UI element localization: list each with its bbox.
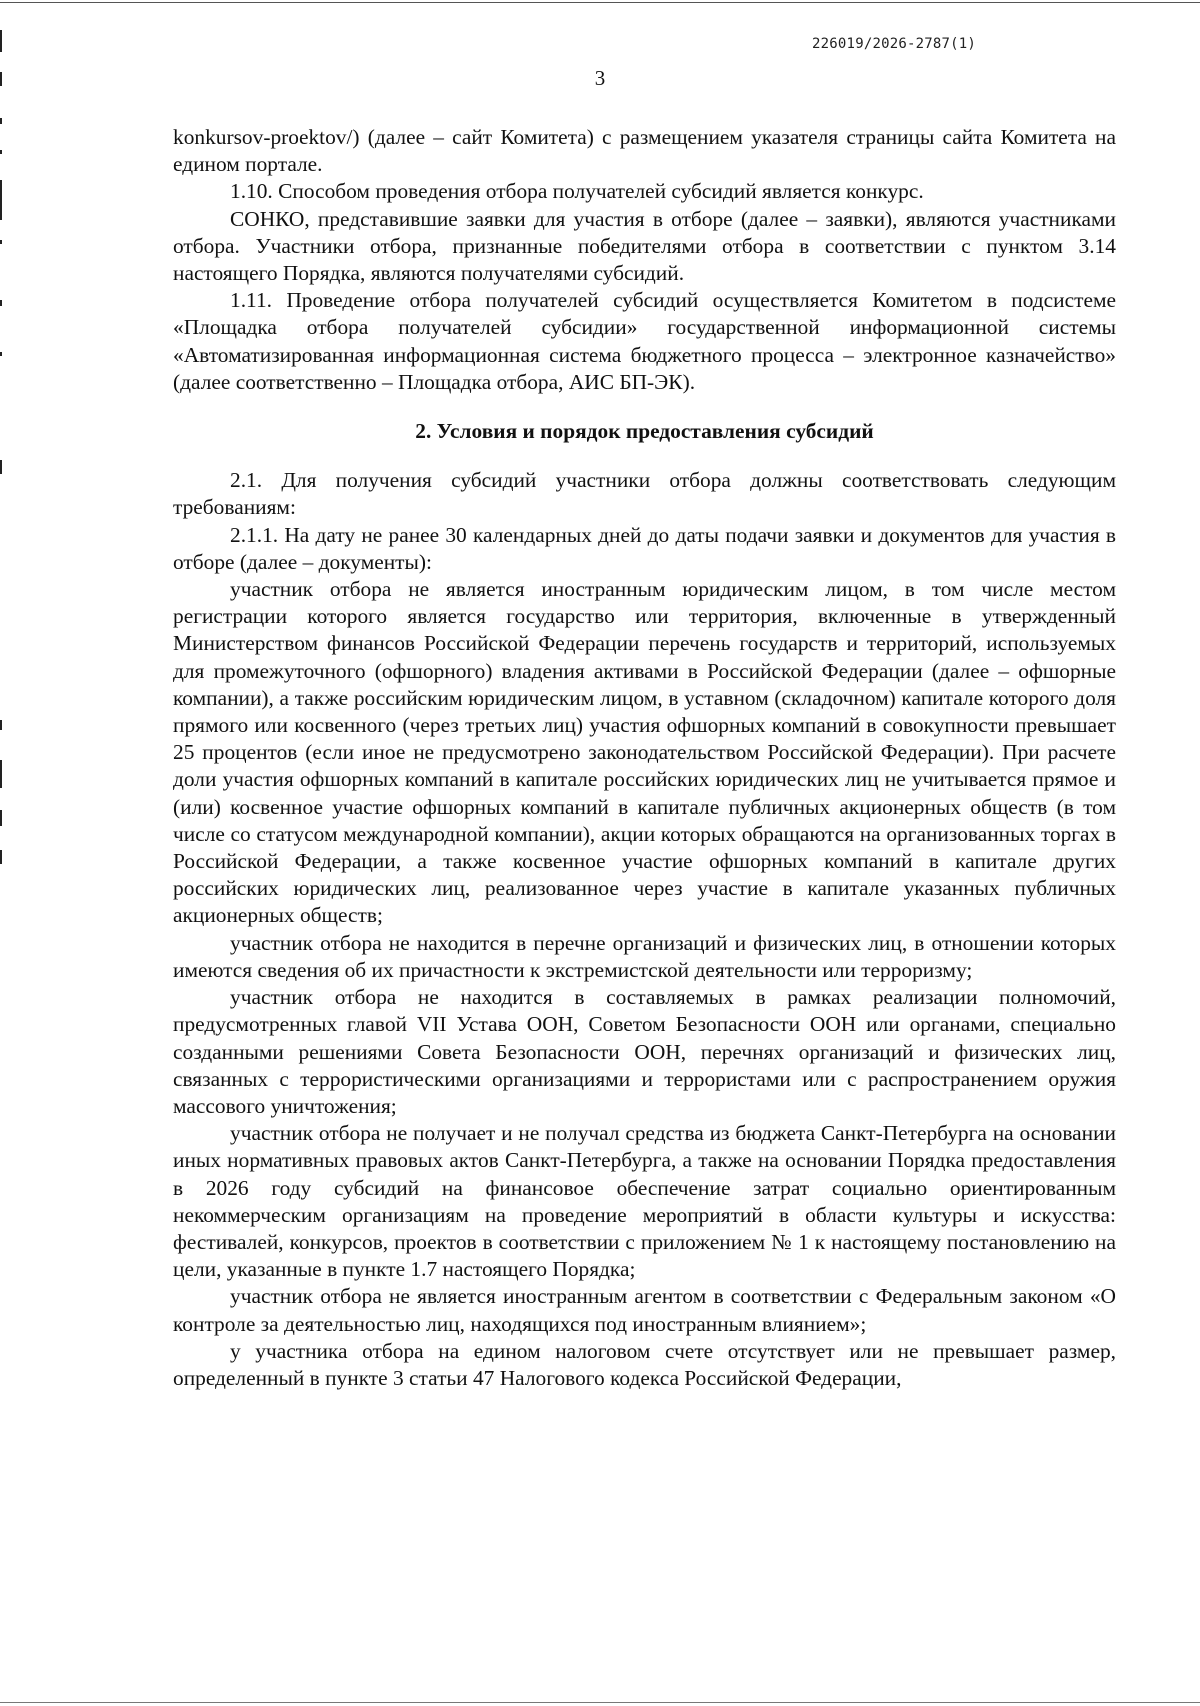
section-heading: 2. Условия и порядок предоставления субсидий [415,419,874,444]
requirement-item: участник отбора не находится в перечне организаций и физических лиц, в отношении которых имеются сведения об их причастности к экстремистской деятельности или терроризму; [173,930,1116,982]
paragraph-1-11: 1.11. Проведение отбора получателей субсидий осуществляется Комитетом в подсистеме «Площадка отбора получателей субсидии» государственной информационной системы «Автоматизированная информационная система бюджетного процесса – электронное казначейство» (далее соответственно – Площадка отбора, АИС БП-ЭК). [173,288,1116,394]
paragraph-2-1-1: 2.1.1. На дату не ранее 30 календарных дней до даты подачи заявки и документов для участия в отборе (далее – документы): [173,522,1116,574]
requirement-item: участник отбора не получает и не получал средства из бюджета Санкт-Петербурга на основании иных нормативных правовых актов Санкт-Петербурга, а также на основании Порядка предоставления в 2026 году субсидий на финансовое обеспечение затрат социально ориентированным некоммерческим организациям на проведение мероприятий в области культуры и искусства: фестивалей, конкурсов, проектов в соответствии с приложением № 1 к настоящему постановлению на цели, указанные в пункте 1.7 настоящего Порядка; [173,1121,1116,1282]
scan-border-bottom [0,1702,1200,1703]
requirement-item: участник отбора не находится в составляемых в рамках реализации полномочий, предусмотренных главой VII Устава ООН, Советом Безопасности ООН или органами, специально созданными решениями Совета Безопасности ООН, перечнях организаций и физических лиц, связанных с террористическими организациями и террористами или с распространением оружия массового уничтожения; [173,985,1116,1118]
document-body [173,124,1116,1392]
requirement-item: у участника отбора на едином налоговом счете отсутствует или не превышает размер, определенный в пункте 3 статьи 47 Налогового кодекса Российской Федерации, [173,1338,1116,1390]
page-number: 3 [594,66,606,90]
requirement-item: участник отбора не является иностранным агентом в соответствии с Федеральным законом «О контроле за деятельностью лиц, находящихся под иностранным влиянием»; [173,1284,1116,1336]
paragraph: СОНКО, представившие заявки для участия в отборе (далее – заявки), являются участниками отбора. Участники отбора, признанные победителями отбора в соответствии с пунктом 3.14 настоящего Порядка, являются получателями субсидий. [173,206,1116,286]
paragraph-1-10: 1.10. Способом проведения отбора получателей субсидий является конкурс. [230,179,924,204]
scan-edge-marks [0,0,4,1706]
document-registration-number: 226019/2026-2787(1) [812,36,976,52]
requirement-item: участник отбора не является иностранным юридическим лицом, в том числе местом регистрации которого является государство или территория, включенные в утвержденный Министерством финансов Российской Федерации перечень государств и территорий, используемых для промежуточного (офшорного) владения активами в Российской Федерации (далее – офшорные компании), а также российским юридическим лицом, в уставном (складочном) капитале которого доля прямого или косвенного (через третьих лиц) участия офшорных компаний в совокупности превышает 25 процентов (если иное не предусмотрено законодательством Российской Федерации). При расчете доли участия офшорных компаний в капитале российских юридических лиц не учитывается прямое и (или) косвенное участие офшорных компаний в капитале публичных акционерных обществ (в том числе со статусом международной компании), акции которых обращаются на организованных торгах в Российской Федерации, а также косвенное участие офшорных компаний в капитале других российских юридических лиц, реализованное через участие в капитале указанных публичных акционерных обществ; [173,577,1116,928]
paragraph-2-1: 2.1. Для получения субсидий участники отбора должны соответствовать следующим требованиям: [173,468,1116,520]
paragraph: konkursov-proektov/) (далее – сайт Комитета) с размещением указателя страницы сайта Комитета на едином портале. [173,125,1116,177]
scan-border-top [0,2,1200,3]
